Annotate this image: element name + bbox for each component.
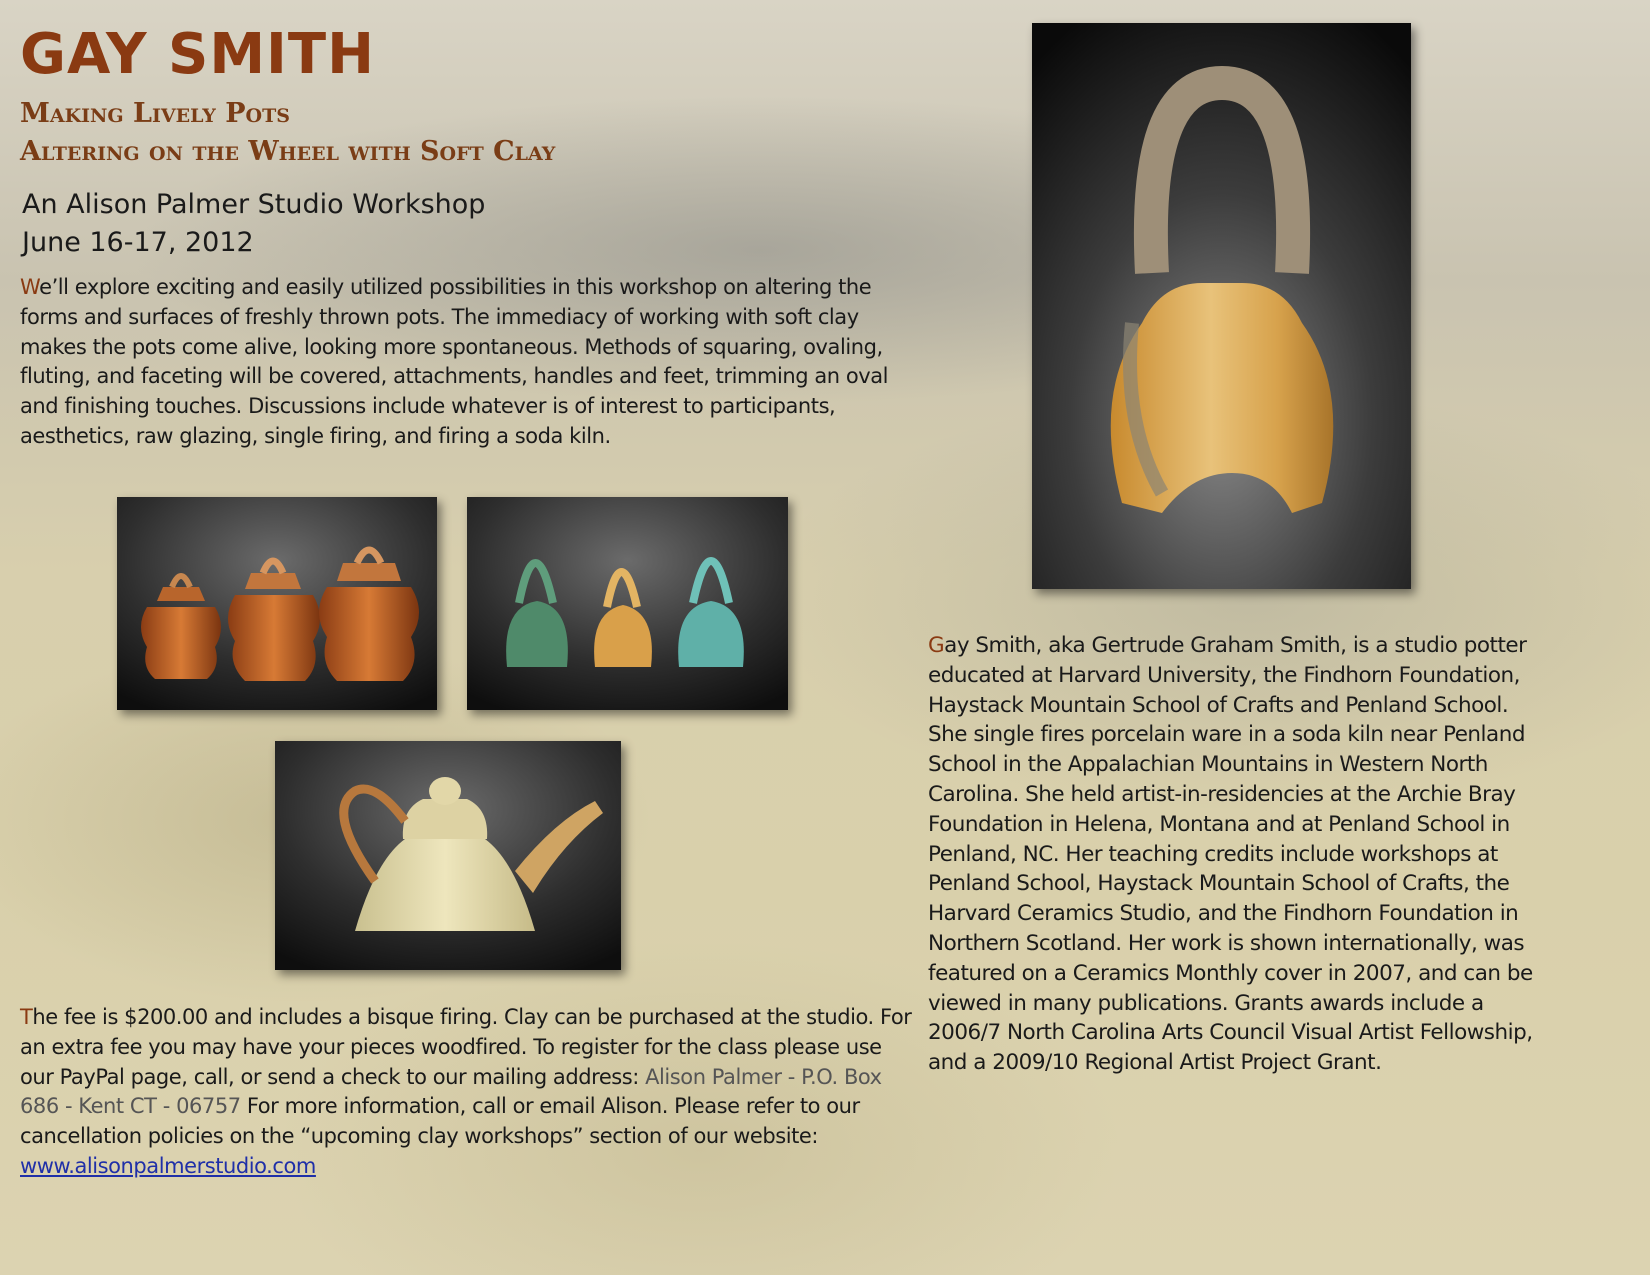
fee-text: he fee is $200.00 and includes a bisque firing. Clay can be purchased at the studio. For an extra fee you may have your pieces woodfired. To register for the class please use our PayPal page, call, or send a check to our mailing address: xyxy=(20,1005,912,1089)
fee-text-after: For more information, call or email Alison. Please refer to our cancellation policies on the “upcoming clay workshops” section of our website: xyxy=(20,1094,860,1149)
fee-initial: T xyxy=(20,1005,33,1029)
basket-vessel-image xyxy=(1032,23,1411,589)
lidded-jars-image xyxy=(117,497,437,710)
mailing-address: Alison Palmer - P.O. Box 686 - Kent CT - 06757 xyxy=(20,1064,882,1119)
workshop-name: An Alison Palmer Studio Workshop xyxy=(22,189,486,220)
workshop-info xyxy=(22,186,485,262)
handled-baskets-image xyxy=(467,497,788,710)
fee-paragraph xyxy=(20,1003,915,1182)
workshop-dates: June 16-17, 2012 xyxy=(22,227,254,258)
intro-paragraph xyxy=(20,273,900,452)
subtitle-making-lively-pots: Making Lively Pots xyxy=(20,98,290,129)
bio-text: ay Smith, aka Gertrude Graham Smith, is a studio potter educated at Harvard University, the Findhorn Foundation, Haystack Mountain School of Crafts and Penland School. She single fires porcelain ware in a soda kiln near Penland School in the Appalachian Mountains in Western North Carolina. She held artist-in-residencies at the Archie Bray Foundation in Helena, Montana and at Penland School in Penland, NC. Her teaching credits include workshops at Penland School, Haystack Mountain School of Crafts, the Harvard Ceramics Studio, and the Findhorn Foundation in Northern Scotland. Her work is shown internationally, was featured on a Ceramics Monthly cover in 2007, and can be viewed in many publications. Grants awards include a 2006/7 North Carolina Arts Council Visual Artist Fellowship, and a 2009/10 Regional Artist Project Grant. xyxy=(928,633,1533,1076)
teapot-image xyxy=(275,741,621,970)
photo-handled-baskets xyxy=(467,497,788,710)
website-link[interactable]: www.alisonpalmerstudio.com xyxy=(20,1153,316,1178)
bio-paragraph xyxy=(928,631,1538,1078)
page-title: GAY SMITH xyxy=(20,22,375,87)
bio-initial: G xyxy=(928,633,945,658)
intro-initial: W xyxy=(20,275,40,299)
subtitle-altering-on-wheel: Altering on the Wheel with Soft Clay xyxy=(20,136,556,167)
intro-text: e’ll explore exciting and easily utilized possibilities in this workshop on altering the forms and surfaces of freshly thrown pots. The immediacy of working with soft clay makes the pots come alive, looking more spontaneous. Methods of squaring, ovaling, fluting, and faceting will be covered, attachments, handles and feet, trimming an oval and finishing touches. Discussions include whatever is of interest to participants, aesthetics, raw glazing, single firing, and firing a soda kiln. xyxy=(20,275,889,448)
photo-basket-vessel xyxy=(1032,23,1411,589)
photo-teapot xyxy=(275,741,621,970)
photo-lidded-jars xyxy=(117,497,437,710)
